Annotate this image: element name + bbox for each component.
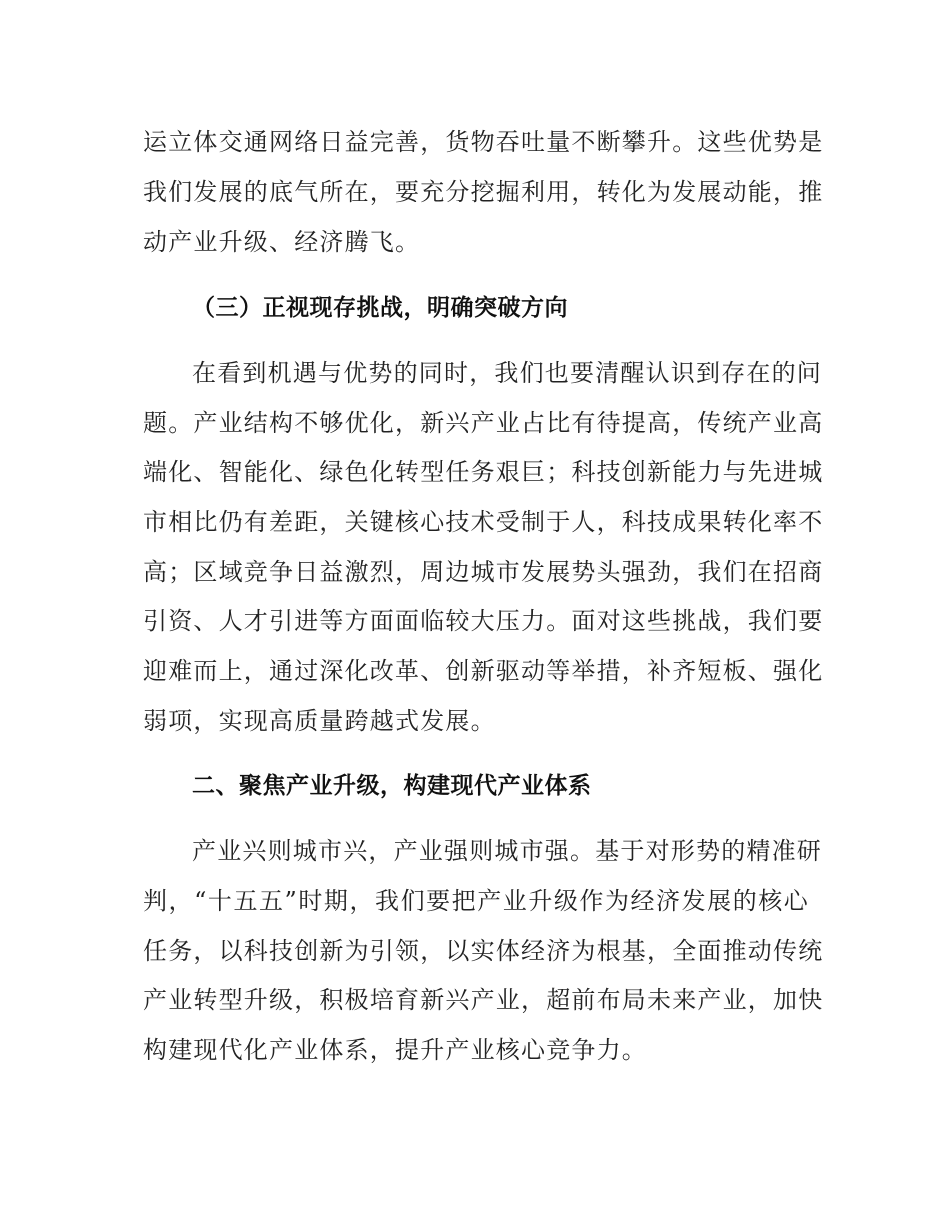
paragraph-line: 端化、智能化、绿色化转型任务艰巨；科技创新能力与先进城 bbox=[143, 458, 824, 486]
paragraph-line: 产业转型升级，积极培育新兴产业，超前布局未来产业，加快 bbox=[143, 986, 824, 1014]
subsection-heading: （三）正视现存挑战，明确突破方向 bbox=[192, 295, 568, 321]
paragraph-line: 运立体交通网络日益完善，货物吞吐量不断攀升。这些优势是 bbox=[143, 128, 824, 156]
paragraph-line: 弱项，实现高质量跨越式发展。 bbox=[143, 707, 496, 735]
paragraph-line: 迎难而上，通过深化改革、创新驱动等举措，补齐短板、强化 bbox=[143, 657, 824, 685]
paragraph-line: 题。产业结构不够优化，新兴产业占比有待提高，传统产业高 bbox=[143, 409, 824, 437]
paragraph-line: 市相比仍有差距，关键核心技术受制于人，科技成果转化率不 bbox=[143, 508, 824, 536]
paragraph-line: 产业兴则城市兴，产业强则城市强。基于对形势的精准研 bbox=[192, 837, 822, 865]
paragraph-line: 构建现代化产业体系，提升产业核心竞争力。 bbox=[143, 1036, 647, 1064]
paragraph-line: 引资、人才引进等方面面临较大压力。面对这些挑战，我们要 bbox=[143, 607, 824, 635]
paragraph-line: 判，“十五五”时期，我们要把产业升级作为经济发展的核心 bbox=[143, 887, 809, 915]
paragraph-line: 我们发展的底气所在，要充分挖掘利用，转化为发展动能，推 bbox=[143, 178, 824, 206]
paragraph-line: 动产业升级、经济腾飞。 bbox=[143, 228, 421, 256]
section-heading: 二、聚焦产业升级，构建现代产业体系 bbox=[192, 773, 592, 799]
paragraph-line: 在看到机遇与优势的同时，我们也要清醒认识到存在的问 bbox=[192, 359, 822, 387]
paragraph-line: 任务，以科技创新为引领，以实体经济为根基，全面推动传统 bbox=[143, 937, 824, 965]
paragraph-line: 高；区域竞争日益激烈，周边城市发展势头强劲，我们在招商 bbox=[143, 558, 824, 586]
